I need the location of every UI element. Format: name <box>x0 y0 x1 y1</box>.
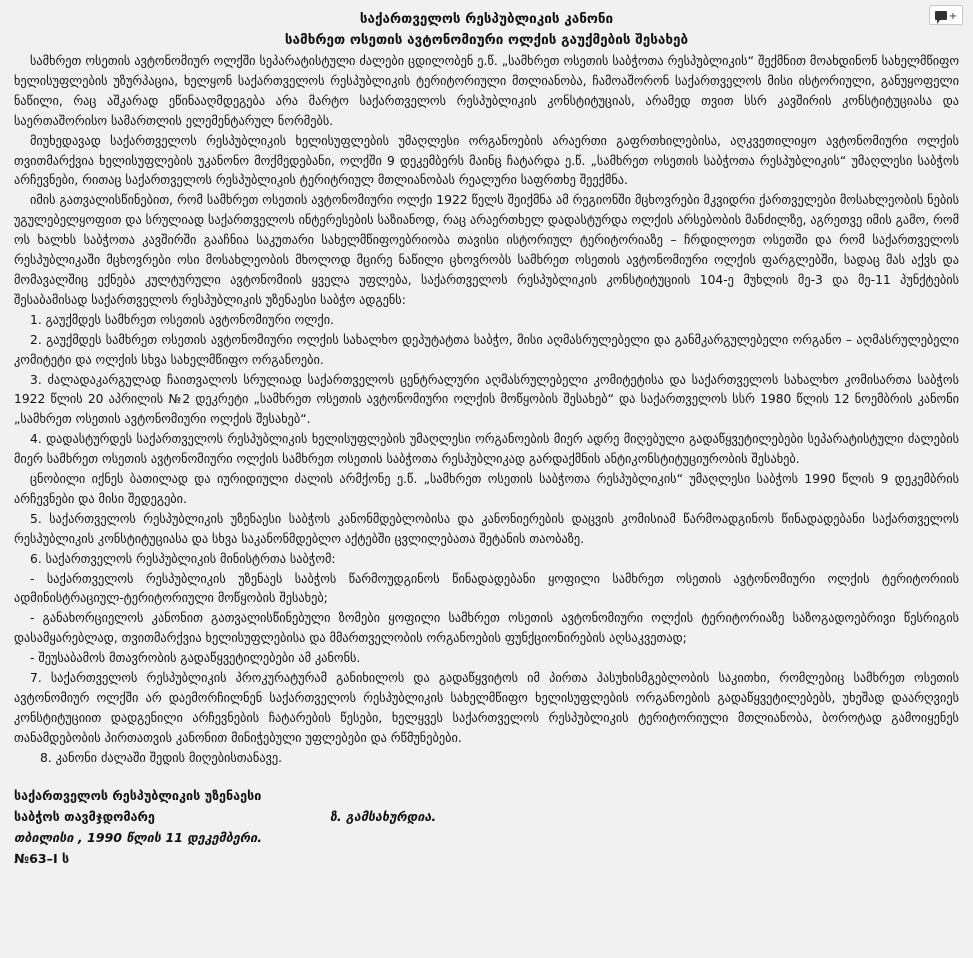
article-2: 2. გაუქმდეს სამხრეთ ოსეთის ავტონომიური ოლქის სახალხო დეპუტატთა საბჭო, მისი აღმასრულებელი და განმკარგულებელი ორგანო – აღმასრულებელი კომიტეტი და ოლქის სხვა სახელმწიფო ორგანოები. <box>14 332 959 367</box>
article-5: 5. საქართველოს რესპუბლიკის უზენაესი საბჭოს კანონმდებლობისა და კანონიერების დაცვის კომისიამ წარმოადგინოს წინადადებანი საქართველოს რესპუბლიკის კონსტიტუციასა და სხვა საკანონმდებლო აქტებში ცვლილებათა შეტანის თაობაზე. <box>14 511 959 546</box>
article-6-item-1: - საქართველოს რესპუბლიკის უზენაეს საბჭოს წარმოუდგინოს წინადადებანი ყოფილი სამხრეთ ოსეთის ავტონომიური ოლქის ტერიტორიის ადმინისტრაციულ-ტერიტორიული მოწყობის შესახებ; <box>14 571 959 606</box>
law-body <box>14 52 959 769</box>
article-6-item-3: - შეუსაბამოს მთავრობის გადაწყვეტილებები ამ კანონს. <box>30 651 361 666</box>
signatory-title-line2: საბჭოს თავმჯდომარე <box>14 808 155 824</box>
article-1: 1. გაუქმდეს სამხრეთ ოსეთის ავტონომიური ოლქი. <box>30 312 334 327</box>
law-subtitle: სამხრეთ ოსეთის ავტონომიური ოლქის გაუქმების შესახებ <box>284 32 689 48</box>
article-6: 6. საქართველოს რესპუბლიკის მინისტრთა საბჭომ: <box>30 551 336 566</box>
signature-block <box>14 785 959 869</box>
paragraph-preamble-1: სამხრეთ ოსეთის ავტონომიურ ოლქში სეპარატისტული ძალები ცდილობენ ე.წ. „სამხრეთ ოსეთის საბჭოთა რესპუბლიკის“ შექმნით მოახდინონ სახელმწიფო ხელისუფლების უზურპაცია, ხელყონ საქართველოს რესპუბლიკის ტერიტორიული მთლიანობა, ჩამოაშორონ საქართველოს მისი ისტორიული, განუყოფელი ნაწილი, რაც აშკარად ეწინააღმდეგება არა მარტო საქართველოს რესპუბლიკის კონსტიტუციას, არამედ თვით სსრ კავშირის კონსტიტუციასა და საერთაშორისო სამართლის ელემენტარულ ნორმებს. <box>14 54 959 128</box>
document-number: №63–I ს <box>14 850 70 866</box>
signatory-name: ზ. გამსახურდია. <box>330 808 437 824</box>
place-and-date: თბილისი , 1990 წლის 11 დეკემბერი. <box>14 829 263 845</box>
article-8: 8. კანონი ძალაში შედის მიღებისთანავე. <box>40 750 283 765</box>
comment-plus-icon <box>935 11 947 20</box>
article-3: 3. ძალადაკარგულად ჩაითვალოს სრულიად საქართველოს ცენტრალური აღმასრულებელი კომიტეტისა და საქართველოს სახალხო კომისართა საბჭოს 1922 წლის 20 აპრილის №2 დეკრეტი „სამხრეთ ოსეთის ავტონომიური ოლქის მოწყობის შესახებ“ და საქართველოს სსრ 1980 წლის 12 ნოემბრის კანონი „სამხრეთ ოსეთის ავტონომიური ოლქის შესახებ“. <box>14 372 959 427</box>
article-7: 7. საქართველოს რესპუბლიკის პროკურატურამ განიხილოს და გადაწყვიტოს იმ პირთა პასუხისმგებლობის საკითხი, რომლებიც სამხრეთ ოსეთის ავტონომიურ ოლქში არ დაემორჩილნენ საქართველოს რესპუბლიკის სახელმწიფო ხელისუფლების ორგანოების გადაწყვეტილებებს, უხეშად დაარღვიეს კონსტიტუციით დადგენილი არჩევნების ჩატარების წესები, ხელყვეს საქართველოს რესპუბლიკის ტერიტორიული მთლიანობა, ბოროტად გამოიყენეს თანამდებობის პირთათვის კანონით მინიჭებული უფლებები და რწმუნებები. <box>14 671 959 745</box>
article-6-item-2: - განახორციელოს კანონით გათვალისწინებული ზომები ყოფილი სამხრეთ ოსეთის ავტონომიური ოლქის ტერიტორიაზე საზოგადოებრივი წესრიგის დასამყარებლად, თვითმარქვია ხელისუფლებისა და მმართველობის ორგანოების ფუნქციონირების აღსაკვეთად; <box>14 611 959 646</box>
article-4-continued: ცნობილი იქნეს ბათილად და იურიდიული ძალის არმქონე ე.წ. „სამხრეთ ოსეთის საბჭოთა რესპუბლიკის“ უმაღლესი საბჭოს 1990 წლის 9 დეკემბრის არჩევნები და მისი შედეგები. <box>14 472 959 506</box>
paragraph-preamble-2: მიუხედავად საქართველოს რესპუბლიკის ხელისუფლების უმაღლესი ორგანოების არაერთი გაფრთხილებისა, აღკვეთილიყო ავტონომიური ოლქის თვითმარქვია ხელისუფლების უკანონო მოქმედებანი, ოლქში 9 დეკემბერს მაინც ჩატარდა ე.წ. „სამხრეთ ოსეთის საბჭოთა რესპუბლიკის“ უმაღლესი საბჭოს არჩევნები, რითაც საქართველოს რესპუბლიკის ტერიტრიულ მთლიანობას რეალური საფრთხე შეექმნა. <box>14 133 959 188</box>
law-title: საქართველოს რესპუბლიკის კანონი <box>359 11 614 27</box>
paragraph-preamble-3: იმის გათვალისწინებით, რომ სამხრეთ ოსეთის ავტონომიური ოლქი 1922 წელს შეიქმნა ამ რეგიონში მცხოვრები მკვიდრი ქართველები მოსახლეობის ნების უგულებელყოფით და სრულიად საქართველოს ინტერესების საზიანოდ, რაც არაერთხელ დადასტურდა ოლქის არსებობის მანძილზე, აგრეთვე იმის გამო, რომ ოს ხალხს საბჭოთა კავშირში გააჩნია საკუთარი სახელმწიფოებრიობა თავისი ისტორიულ ტერიტორიაზე – ჩრდილოეთ ოსეთში და რომ საქართველოს რესპუბლიკაში მცხოვრები ოსი მოსახლეობის მხოლოდ მცირე ნაწილი ცხოვრობს სამხრეთ ოსეთის ავტონომიური ოლქის ფარგლებში, სადაც მას აქვს და მომავალშიც ექნება კულტურული ავტონომიის ყველა უფლება, საქართველოს რესპუბლიკის კონსტიტუციის 104-ე მუხლის მე-3 და მე-11 პუნქტების შესაბამისად საქართველოს რესპუბლიკის უზენაესი საბჭო ადგენს: <box>14 193 959 307</box>
article-4: 4. დადასტურდეს საქართველოს რესპუბლიკის ხელისუფლების უმაღლესი ორგანოების მიერ ადრე მიღებული გადაწყვეტილებები სეპარატისტული ძალების მიერ სამხრეთ ოსეთის ავტონომიური ოლქის სამხრეთ ოსეთის საბჭოთა რესპუბლიკად გარდაქმნის ანტიკონსტიტუციურობის შესახებ. <box>14 432 959 467</box>
signatory-title-line1: საქართველოს რესპუბლიკის უზენაესი <box>14 787 262 803</box>
plus-label: + <box>948 10 958 22</box>
add-comment-button[interactable] <box>929 5 963 25</box>
